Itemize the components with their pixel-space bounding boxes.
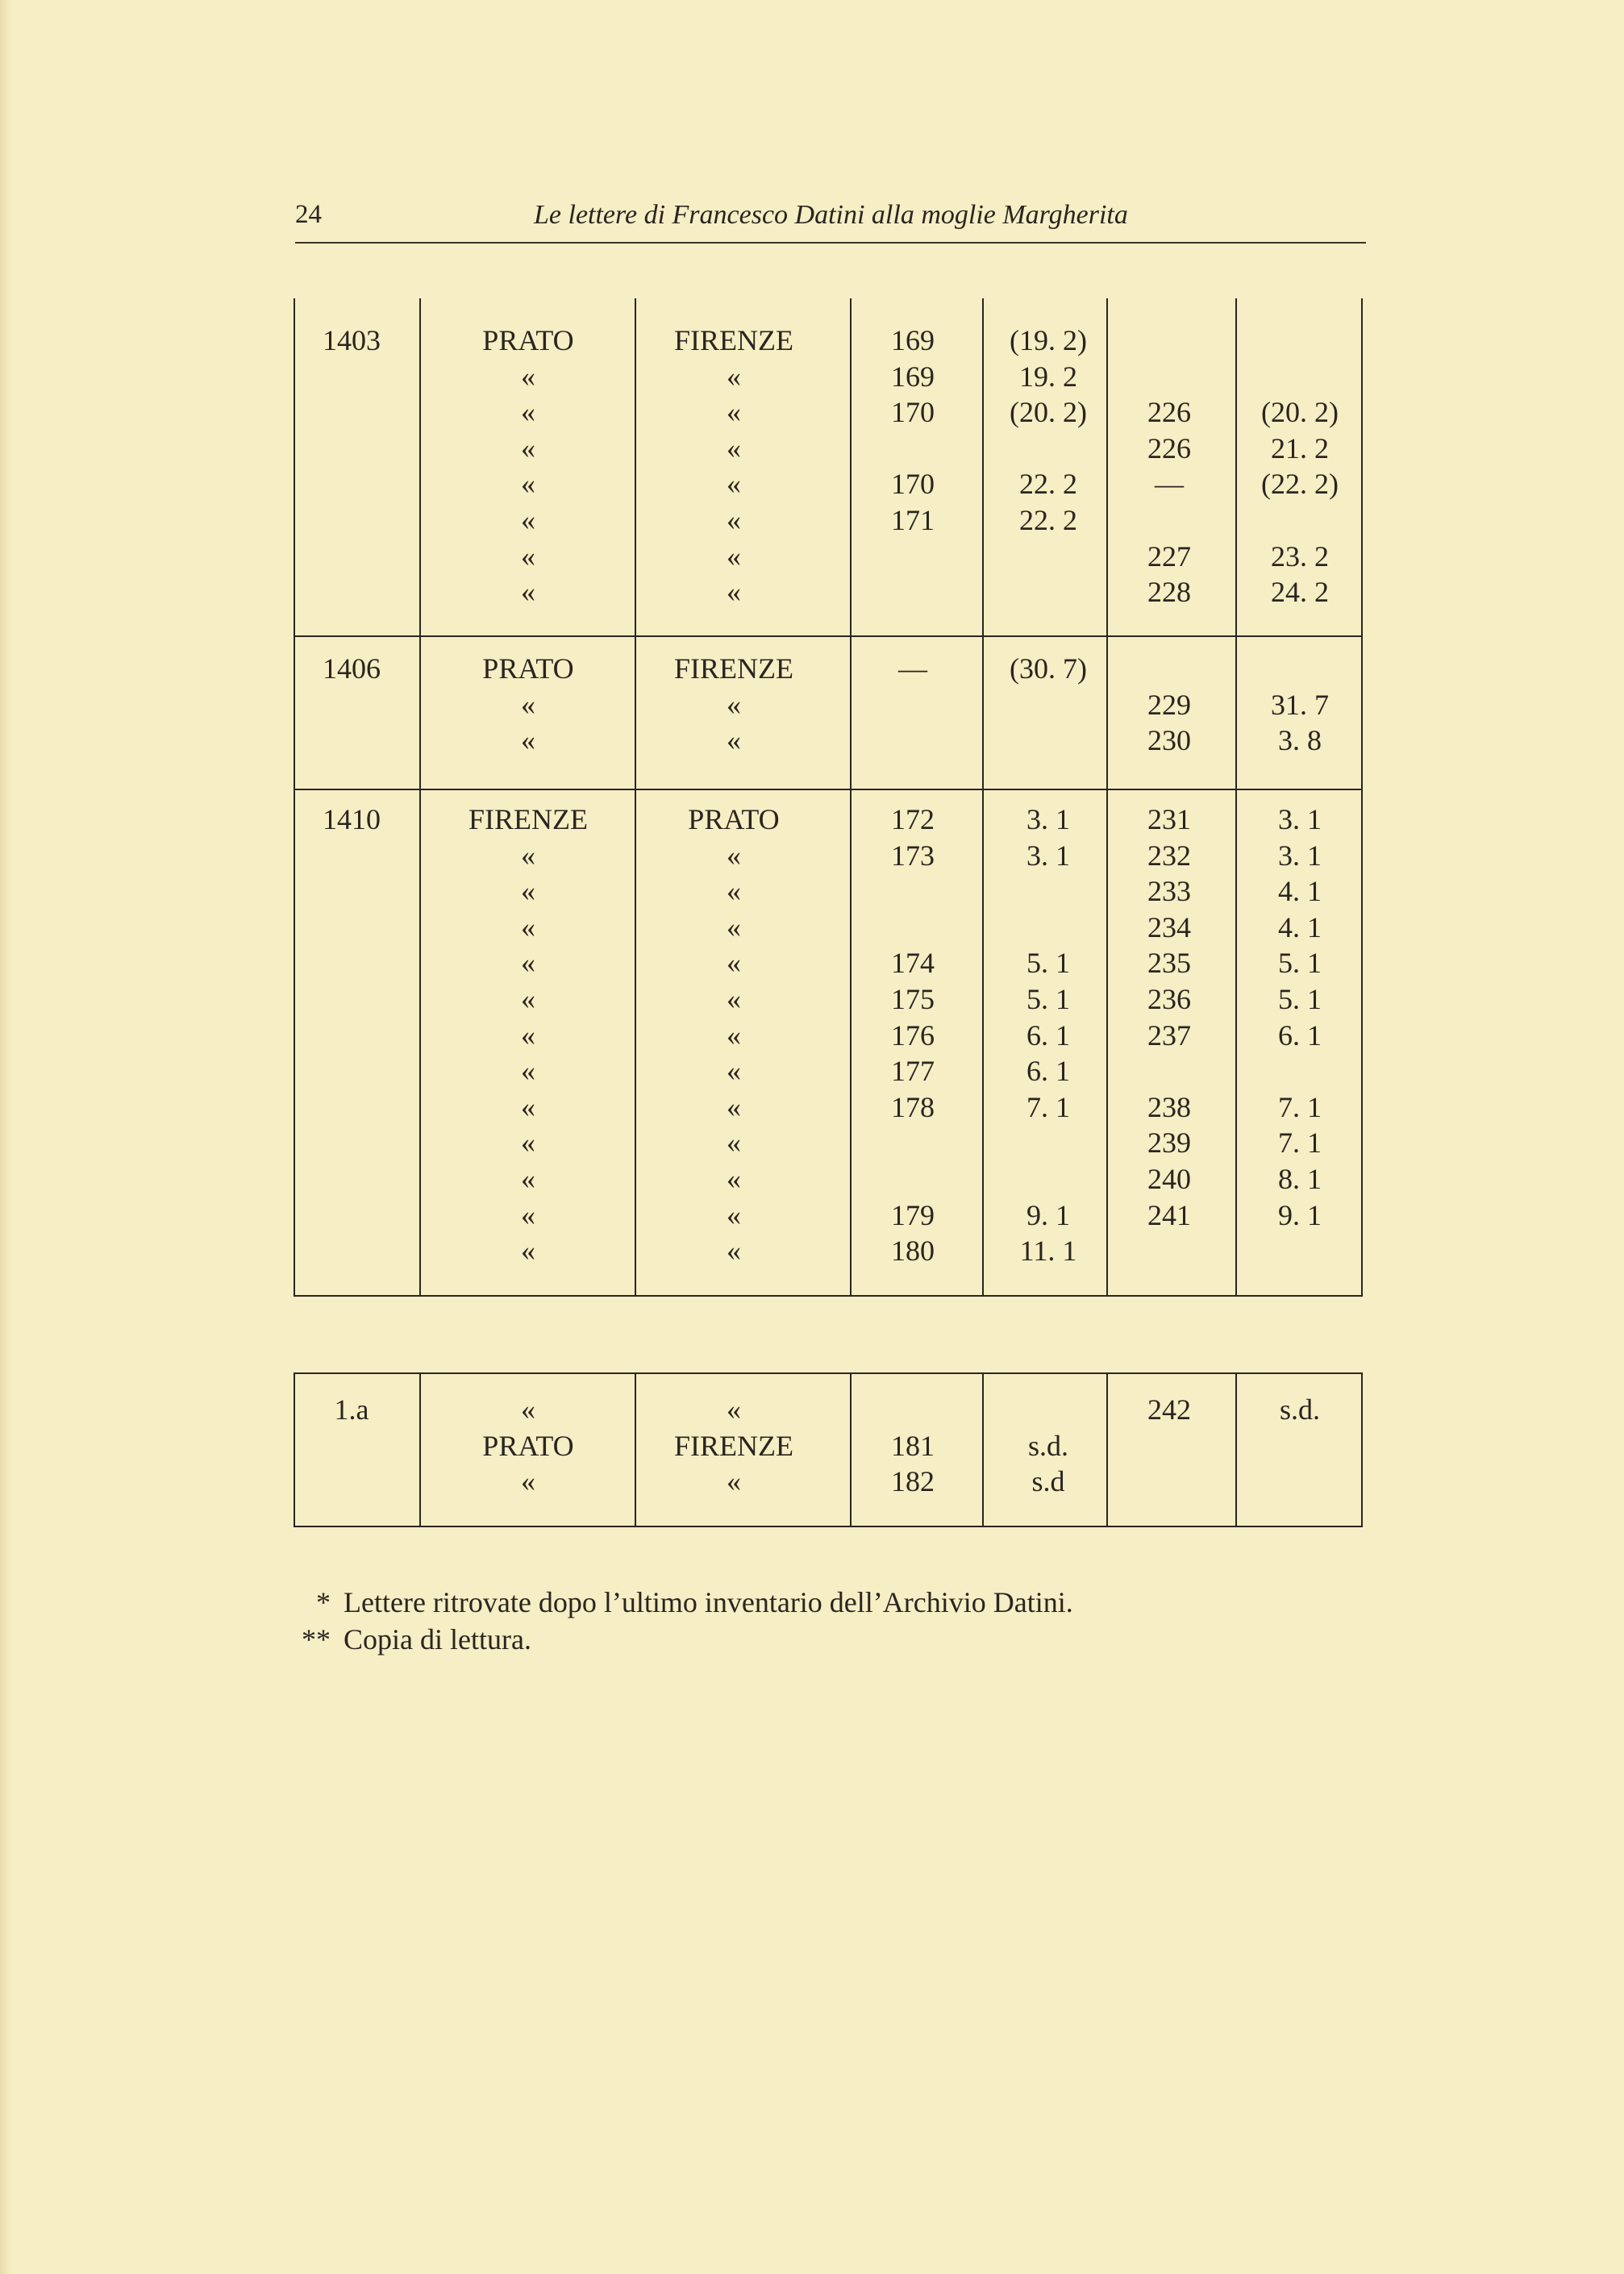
cell-a: « [727, 1127, 741, 1160]
cell-d1: 22. 2 [1019, 504, 1077, 536]
cell-d2: s.d. [1279, 1393, 1320, 1426]
column-rule [635, 789, 636, 1295]
cell-da: FIRENZE [468, 803, 588, 835]
cell-d2: 4. 1 [1278, 910, 1322, 943]
cell-n2 [1109, 651, 1230, 686]
cell-n1: 169 [891, 360, 935, 393]
cell-da: « [521, 1465, 535, 1498]
cell-d1: 5. 1 [1026, 947, 1070, 980]
column-rule [1235, 789, 1237, 1295]
cell-a: « [727, 910, 741, 943]
cell-d1 [988, 873, 1109, 909]
cell-da: « [521, 983, 535, 1015]
cell-n1: 182 [891, 1465, 935, 1498]
cell-d1 [988, 1125, 1109, 1160]
cell-n2: 239 [1147, 1127, 1191, 1160]
cell-a: « [727, 431, 741, 464]
cell-n2: 240 [1147, 1163, 1191, 1195]
column-rule [850, 298, 852, 635]
cell-n2 [1109, 359, 1230, 394]
column-rule [1235, 1372, 1237, 1526]
cell-da: « [521, 396, 535, 429]
footnote [292, 1584, 1073, 1621]
cell-da: « [521, 947, 535, 980]
cell-d1: (19. 2) [1010, 324, 1087, 356]
cell-n1: 175 [891, 983, 935, 1015]
column-rule [635, 635, 636, 789]
cell-d1: 6. 1 [1026, 1018, 1070, 1052]
cell-da: « [521, 1198, 535, 1231]
cell-da: « [521, 724, 535, 757]
column-rule [294, 789, 295, 1295]
year-cell: 1.a [334, 1393, 369, 1426]
cell-d1: (20. 2) [1010, 396, 1087, 429]
column-rule [1361, 1372, 1363, 1526]
cell-n1: 181 [891, 1429, 935, 1462]
cell-d1: 11. 1 [1019, 1235, 1077, 1268]
cell-n1: 177 [891, 1055, 935, 1088]
cell-n2: 227 [1147, 539, 1191, 573]
cell-n2 [1109, 323, 1230, 358]
column-rule [1361, 298, 1363, 635]
cell-d1 [988, 687, 1109, 723]
page-number: 24 [295, 200, 322, 229]
cell-n2: 241 [1147, 1198, 1191, 1231]
cell-n1: 169 [891, 324, 935, 356]
cell-d2: 4. 1 [1278, 875, 1322, 908]
cell-d2: 3. 1 [1278, 839, 1322, 872]
cell-d1 [988, 723, 1109, 758]
cell-d2: 3. 1 [1278, 803, 1322, 835]
cell-d2 [1239, 323, 1360, 358]
cell-a: FIRENZE [674, 1429, 793, 1462]
cell-n2: 230 [1147, 724, 1191, 757]
cell-n2 [1109, 1428, 1230, 1464]
cell-d2: 7. 1 [1278, 1127, 1322, 1160]
cell-da: « [521, 360, 535, 393]
cell-n1: 170 [891, 396, 935, 429]
cell-d2: 3. 8 [1278, 724, 1322, 757]
footnote [292, 1621, 1073, 1658]
cell-d2: 7. 1 [1278, 1090, 1322, 1123]
row-rule [294, 1295, 1363, 1297]
cell-n1 [852, 1125, 973, 1160]
cell-a: « [727, 1393, 741, 1426]
cell-d2: 23. 2 [1271, 539, 1329, 573]
cell-n2: 232 [1147, 839, 1191, 872]
cell-a: « [727, 468, 741, 501]
cell-d1: 19. 2 [1019, 360, 1077, 393]
cell-d1 [988, 574, 1109, 610]
cell-d1: s.d [1031, 1465, 1065, 1498]
row-rule [294, 1526, 1363, 1527]
column-rule [850, 1372, 852, 1526]
cell-d2: 21. 2 [1271, 431, 1329, 464]
cell-a: « [727, 983, 741, 1015]
cell-n2: 234 [1147, 910, 1191, 943]
column-rule [1361, 635, 1363, 789]
cell-d1: 22. 2 [1019, 468, 1077, 501]
row-rule [294, 635, 1363, 637]
cell-da: « [521, 504, 535, 536]
cell-n2: 242 [1147, 1393, 1191, 1426]
cell-d2 [1239, 502, 1360, 538]
cell-n1 [852, 687, 973, 723]
column-rule [419, 789, 421, 1295]
column-rule [1235, 635, 1237, 789]
cell-d1: 9. 1 [1026, 1198, 1070, 1231]
cell-n2: 226 [1147, 431, 1191, 464]
cell-n1: 170 [891, 468, 935, 501]
footnote-text: Lettere ritrovate dopo l’ultimo inventario dell’Archivio Datini. [344, 1586, 1073, 1618]
row-rule [294, 1372, 1363, 1374]
column-rule [419, 298, 421, 635]
year-cell: 1410 [323, 803, 381, 835]
cell-d1 [988, 1392, 1109, 1427]
cell-n2: 229 [1147, 688, 1191, 721]
cell-d1: 6. 1 [1026, 1055, 1070, 1088]
footnote-mark: ** [302, 1623, 331, 1656]
cell-n1: 172 [891, 803, 935, 835]
cell-d2 [1239, 1428, 1360, 1464]
cell-da: « [521, 1127, 535, 1160]
cell-n1 [852, 431, 973, 466]
cell-n1 [852, 873, 973, 909]
cell-d1 [988, 431, 1109, 466]
column-rule [982, 789, 984, 1295]
cell-a: « [727, 1018, 741, 1052]
cell-d1 [988, 1161, 1109, 1197]
cell-d2 [1239, 651, 1360, 686]
footnote-mark: * [316, 1586, 331, 1618]
cell-n1 [852, 723, 973, 758]
cell-a: « [727, 396, 741, 429]
cell-da: « [521, 910, 535, 943]
cell-da: « [521, 1163, 535, 1195]
cell-da: « [521, 576, 535, 609]
cell-d2: (20. 2) [1261, 396, 1339, 429]
cell-d2 [1239, 1233, 1360, 1268]
cell-a: « [727, 688, 741, 721]
cell-d2 [1239, 1464, 1360, 1499]
column-rule [419, 1372, 421, 1526]
cell-n2 [1109, 1053, 1230, 1089]
cell-n2: 236 [1147, 983, 1191, 1015]
cell-n2: 228 [1147, 576, 1191, 609]
cell-d1: 3. 1 [1026, 803, 1070, 835]
cell-da: PRATO [482, 1429, 574, 1462]
column-rule [1361, 789, 1363, 1295]
cell-n1 [852, 1392, 973, 1427]
cell-n2: 231 [1147, 803, 1191, 835]
cell-a: « [727, 1465, 741, 1498]
cell-d2: 5. 1 [1278, 983, 1322, 1015]
cell-a: « [727, 1198, 741, 1231]
cell-a: « [727, 539, 741, 573]
cell-da: « [521, 688, 535, 721]
cell-n1: 176 [891, 1018, 935, 1052]
cell-d1: (30. 7) [1010, 652, 1087, 685]
year-cell: 1406 [323, 652, 381, 685]
column-rule [1235, 298, 1237, 635]
cell-da: « [521, 1055, 535, 1088]
cell-a: « [727, 839, 741, 872]
column-rule [419, 635, 421, 789]
cell-a: « [727, 1235, 741, 1268]
cell-da: PRATO [482, 652, 574, 685]
cell-a: « [727, 947, 741, 980]
cell-d2: (22. 2) [1261, 468, 1339, 501]
cell-a: FIRENZE [674, 324, 793, 356]
cell-a: « [727, 1163, 741, 1195]
column-rule [850, 635, 852, 789]
footnote-text: Copia di lettura. [344, 1623, 531, 1656]
running-title: Le lettere di Francesco Datini alla moglie Margherita [534, 200, 1128, 230]
column-rule [850, 789, 852, 1295]
row-rule [294, 789, 1363, 790]
cell-n1: 180 [891, 1235, 935, 1268]
cell-n2: 238 [1147, 1090, 1191, 1123]
cell-n1: 179 [891, 1198, 935, 1231]
cell-da: « [521, 839, 535, 872]
cell-n2 [1109, 1233, 1230, 1268]
cell-d2: 24. 2 [1271, 576, 1329, 609]
year-cell: 1403 [323, 324, 381, 356]
cell-d2: 9. 1 [1278, 1198, 1322, 1231]
cell-a: « [727, 504, 741, 536]
column-rule [635, 1372, 636, 1526]
cell-d1: 5. 1 [1026, 983, 1070, 1015]
cell-n1: 171 [891, 504, 935, 536]
cell-d2 [1239, 1053, 1360, 1089]
cell-da: « [521, 875, 535, 908]
cell-a: FIRENZE [674, 652, 793, 685]
cell-a: « [727, 875, 741, 908]
cell-da: « [521, 1090, 535, 1123]
cell-n1: — [898, 652, 927, 685]
cell-d2: 8. 1 [1278, 1163, 1322, 1195]
cell-a: PRATO [688, 803, 780, 835]
cell-n2 [1109, 1464, 1230, 1499]
cell-a: « [727, 1090, 741, 1123]
cell-n2: — [1155, 468, 1184, 501]
column-rule [982, 635, 984, 789]
column-rule [982, 1372, 984, 1526]
cell-da: « [521, 1393, 535, 1426]
cell-n2: 237 [1147, 1018, 1191, 1052]
cell-d2: 6. 1 [1278, 1018, 1322, 1052]
cell-n2: 226 [1147, 396, 1191, 429]
cell-d1: 3. 1 [1026, 839, 1070, 872]
cell-da: « [521, 539, 535, 573]
cell-d1: s.d. [1027, 1429, 1068, 1462]
cell-n1 [852, 539, 973, 574]
cell-a: « [727, 360, 741, 393]
cell-d2: 31. 7 [1271, 688, 1329, 721]
footnotes [292, 1584, 1073, 1658]
cell-da: « [521, 1235, 535, 1268]
cell-n2: 233 [1147, 875, 1191, 908]
cell-n1: 174 [891, 947, 935, 980]
cell-n2 [1109, 502, 1230, 538]
cell-a: « [727, 724, 741, 757]
cell-a: « [727, 576, 741, 609]
page-header [295, 200, 1366, 244]
page-edge-shadow [0, 0, 11, 2274]
cell-n1 [852, 910, 973, 945]
cell-a: « [727, 1055, 741, 1088]
column-rule [635, 298, 636, 635]
cell-n1 [852, 1161, 973, 1197]
cell-d1: 7. 1 [1026, 1090, 1070, 1123]
cell-d2 [1239, 359, 1360, 394]
cell-d1 [988, 539, 1109, 574]
cell-da: « [521, 431, 535, 464]
column-rule [982, 298, 984, 635]
cell-da: « [521, 1018, 535, 1052]
cell-da: « [521, 468, 535, 501]
cell-da: PRATO [482, 324, 574, 356]
cell-d2: 5. 1 [1278, 947, 1322, 980]
cell-n2: 235 [1147, 947, 1191, 980]
cell-n1: 173 [891, 839, 935, 872]
cell-d1 [988, 910, 1109, 945]
cell-n1 [852, 574, 973, 610]
cell-n1: 178 [891, 1090, 935, 1123]
